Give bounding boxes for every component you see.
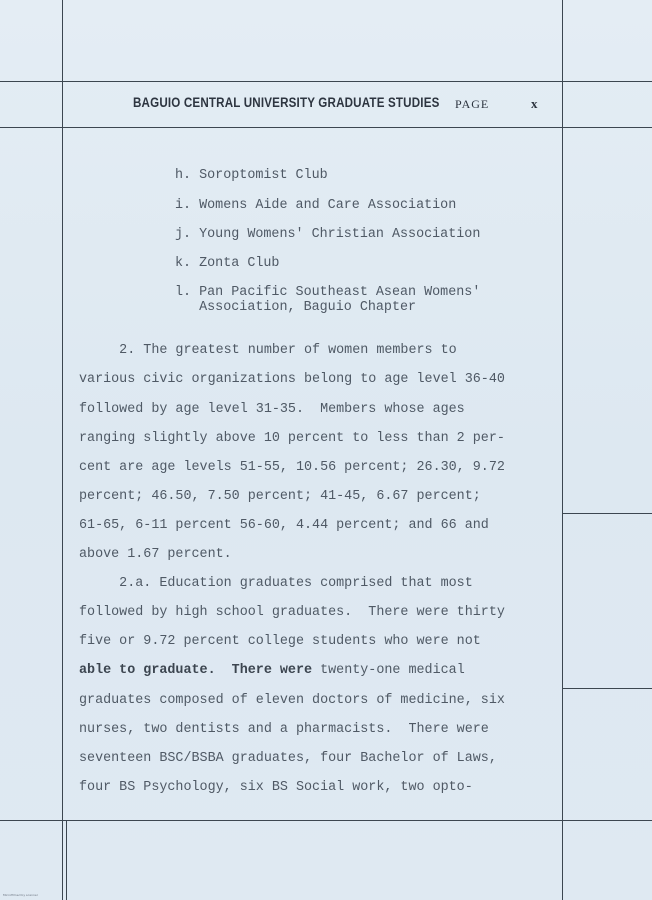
page-header-title: BAGUIO CENTRAL UNIVERSITY GRADUATE STUDIES [133,95,440,110]
paragraph-1-line: above 1.67 percent. [79,547,232,562]
left-margin-rule-inner [66,820,67,900]
header-bottom-rule [0,127,652,128]
footer-rule [0,820,652,821]
scan-footer-note: Microfilmed by scanner [3,893,38,897]
paragraph-1-line: 2. The greatest number of women members to [79,343,457,358]
paragraph-2-line: five or 9.72 percent college students who were not [79,634,481,649]
list-item-j: j. Young Womens' Christian Association [175,227,481,242]
list-item-l-cont: Association, Baguio Chapter [175,300,417,315]
right-column-rule-2 [562,688,652,689]
paragraph-2-line-mixed [79,663,465,678]
list-item-l: l. Pan Pacific Southeast Asean Womens' [175,285,481,300]
right-column-rule [562,513,652,514]
left-margin-rule-outer [62,0,63,900]
body-text: twenty-one medical [312,663,465,678]
paragraph-1-line: ranging slightly above 10 percent to less than 2 per- [79,431,505,446]
paragraph-2-line: nurses, two dentists and a pharmacists. There were [79,722,489,737]
paragraph-1-line: percent; 46.50, 7.50 percent; 41-45, 6.67 percent; [79,489,481,504]
paragraph-1-line: cent are age levels 51-55, 10.56 percent; 26.30, 9.72 [79,460,505,475]
paragraph-2-line: graduates composed of eleven doctors of medicine, six [79,693,505,708]
list-item-k: k. Zonta Club [175,256,280,271]
list-item-h: h. Soroptomist Club [175,168,328,183]
page-label: PAGE [455,97,490,111]
header-top-rule [0,81,652,82]
paragraph-2-line: four BS Psychology, six BS Social work, two opto- [79,780,473,795]
paragraph-1-line: 61-65, 6-11 percent 56-60, 4.44 percent; and 66 and [79,518,489,533]
paragraph-2-line: followed by high school graduates. There were thirty [79,605,505,620]
page-number: x [531,96,538,111]
bold-text: able to graduate. There were [79,663,313,678]
paragraph-2-line: seventeen BSC/BSBA graduates, four Bachelor of Laws, [79,751,497,766]
right-margin-rule [562,0,563,900]
list-item-i: i. Womens Aide and Care Association [175,198,457,213]
paragraph-2-line: 2.a. Education graduates comprised that most [79,576,473,591]
paragraph-1-line: various civic organizations belong to age level 36-40 [79,372,505,387]
paragraph-1-line: followed by age level 31-35. Members whose ages [79,402,465,417]
